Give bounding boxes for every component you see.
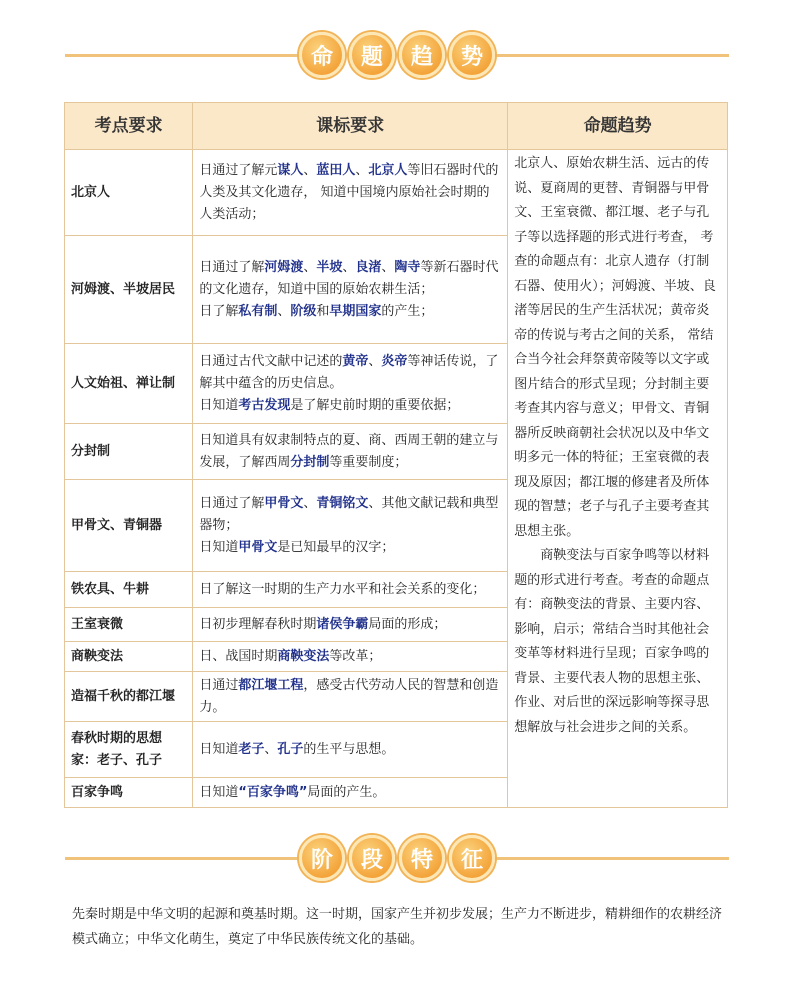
requirement-text: 、 [264, 741, 278, 757]
banner-trend-char-0: 命 [299, 32, 345, 78]
exam-point-cell: 百家争鸣 [65, 778, 193, 808]
keyword-text: 蓝田人 [316, 162, 356, 178]
trend-paragraph: 北京人、原始农耕生活、远古的传说、夏商周的更替、青铜器与甲骨文、王室衰微、都江堰、老子与孔子等以选择题的形式进行考查， 考查的命题点有：北京人遗存（打制石器、使用火）；河姆渡、半坡、良渚等居民的生产生活状况；黄帝炎帝的传说与考古之间的关系， 常结合当今社会拜祭黄帝陵等以文字或图片结合的形式呈现；分封制主要考查其内容与意义；甲骨文、青铜器所反映商朝社会状况以及中华文明多元一体的特征；王室衰微的表现及原因；都江堰的修建者及所体现的智慧；老子与孔子主要考查其思想主张。 [514, 156, 716, 539]
banner-line-left [65, 857, 305, 860]
header-curriculum-requirements: 课标要求 [193, 103, 508, 150]
curriculum-requirement-cell [193, 642, 508, 672]
exam-point-cell: 分封制 [65, 424, 193, 480]
keyword-text: 河姆渡 [264, 259, 304, 275]
keyword-text: 良渚 [355, 259, 382, 275]
table-row [65, 150, 728, 236]
requirement-text: 日知道具有奴隶制特点的夏、商、西周王朝的建立与发展，了解西周 [199, 432, 499, 470]
keyword-text: 私有制 [238, 303, 278, 319]
keyword-text: 青铜铭文 [316, 495, 369, 511]
requirement-text: 日通过古代文献中记述的 [199, 353, 343, 369]
requirement-text: 、 [277, 303, 291, 319]
stage-summary-text: 先秦时期是中华文明的起源和奠基时期。这一时期，国家产生并初步发展；生产力不断进步，精耕细作的农耕经济模式确立；中华文化萌生，奠定了中华民族传统文化的基础。 [72, 907, 723, 947]
curriculum-requirement-cell [193, 722, 508, 778]
keyword-text: 诸侯争霸 [316, 616, 369, 632]
exam-point-cell: 春秋时期的思想家：老子、孔子 [65, 722, 193, 778]
banner-line-right [489, 54, 729, 57]
keyword-text: 都江堰工程 [238, 677, 304, 693]
requirement-text: 局面的产生。 [307, 784, 386, 800]
curriculum-requirement-cell [193, 778, 508, 808]
banner-line-right [489, 857, 729, 860]
requirement-text: 是了解史前时期的重要依据； [290, 397, 460, 413]
keyword-text: 炎帝 [381, 353, 408, 369]
requirement-text: 等旧石器时代的人类及其文化遗存， 知道中国境内原始社会时期的人类活动； [199, 162, 499, 222]
requirement-text: 等新石器时代的文化遗存，知道中国的原始农耕生活； [199, 259, 499, 297]
requirement-text: 的产生； [381, 303, 434, 319]
curriculum-requirement-cell [193, 344, 508, 424]
requirement-text: 、 [381, 259, 395, 275]
section-banner-trend [0, 25, 794, 85]
requirement-text: 等改革； [329, 648, 382, 664]
requirement-text: 日知道 [199, 539, 239, 555]
requirement-text: 日初步理解春秋时期 [199, 616, 317, 632]
keyword-text: 北京人 [368, 162, 408, 178]
exam-point-cell: 王室衰微 [65, 608, 193, 642]
requirement-text: 、 [303, 259, 317, 275]
keyword-text: “百家争鸣” [238, 784, 308, 800]
requirement-text: 日通过了解 [199, 259, 265, 275]
requirement-text: 、 [303, 495, 317, 511]
curriculum-requirement-cell [193, 150, 508, 236]
requirement-text: 局面的形成； [368, 616, 447, 632]
requirement-text: 日知道 [199, 397, 239, 413]
keyword-text: 甲骨文 [264, 495, 304, 511]
curriculum-requirement-cell [193, 608, 508, 642]
keyword-text: 分封制 [290, 454, 330, 470]
banner-trend-char-2: 趋 [399, 32, 445, 78]
curriculum-requirement-cell [193, 424, 508, 480]
curriculum-requirement-cell [193, 236, 508, 344]
requirement-text: 和 [316, 303, 330, 319]
requirement-text: 日通过 [199, 677, 239, 693]
banner-features-char-2: 特 [399, 835, 445, 881]
keyword-text: 甲骨文 [238, 539, 278, 555]
requirement-text: 日通过了解 [199, 495, 265, 511]
banner-line-left [65, 54, 305, 57]
banner-trend-char-3: 势 [449, 32, 495, 78]
requirement-text: 等神话传说，了解其中蕴含的历史信息。 [199, 353, 499, 391]
requirement-text: 日通过了解元 [199, 162, 278, 178]
exam-trend-cell [508, 150, 728, 808]
requirement-text: 日了解这一时期的生产力水平和社会关系的变化； [199, 581, 486, 597]
exam-point-cell: 人文始祖、禅让制 [65, 344, 193, 424]
requirement-text: 日了解 [199, 303, 239, 319]
exam-point-cell: 造福千秋的都江堰 [65, 672, 193, 722]
header-exam-points: 考点要求 [65, 103, 193, 150]
requirement-text: 日、战国时期 [199, 648, 278, 664]
exam-requirements-table [64, 102, 728, 808]
keyword-text: 考古发现 [238, 397, 291, 413]
banner-features-char-0: 阶 [299, 835, 345, 881]
requirement-text: 、其他文献记载和典型器物； [199, 495, 499, 533]
banner-trend-char-1: 题 [349, 32, 395, 78]
keyword-text: 谋人 [277, 162, 304, 178]
exam-point-cell: 甲骨文、青铜器 [65, 480, 193, 572]
requirement-text: 等重要制度； [329, 454, 408, 470]
trend-paragraph: 商鞅变法与百家争鸣等以材料题的形式进行考查。考查的命题点有：商鞅变法的背景、主要内容、影响，启示；常结合当时其他社会变革等材料进行呈现；百家争鸣的背景、主要代表人物的思想主张、作业、对后世的深远影响等探寻思想解放与社会进步之间的关系。 [514, 548, 710, 735]
requirement-text: 的生平与思想。 [303, 741, 395, 757]
keyword-text: 阶级 [290, 303, 317, 319]
requirement-text: 、 [342, 259, 356, 275]
curriculum-requirement-cell [193, 672, 508, 722]
keyword-text: 商鞅变法 [277, 648, 330, 664]
keyword-text: 早期国家 [329, 303, 382, 319]
banner-features-char-1: 段 [349, 835, 395, 881]
exam-point-cell: 河姆渡、半坡居民 [65, 236, 193, 344]
requirement-text: 是已知最早的汉字； [277, 539, 395, 555]
requirement-text: 日知道 [199, 784, 239, 800]
banner-features-char-3: 征 [449, 835, 495, 881]
requirement-text: 日知道 [199, 741, 239, 757]
keyword-text: 老子 [238, 741, 265, 757]
requirement-text: ，感受古代劳动人民的智慧和创造力。 [199, 677, 499, 715]
requirement-text: 、 [355, 162, 369, 178]
curriculum-requirement-cell [193, 480, 508, 572]
section-banner-features [0, 828, 794, 888]
exam-point-cell: 铁农具、牛耕 [65, 572, 193, 608]
exam-point-cell: 商鞅变法 [65, 642, 193, 672]
header-exam-trend: 命题趋势 [508, 103, 728, 150]
exam-point-cell: 北京人 [65, 150, 193, 236]
curriculum-requirement-cell [193, 572, 508, 608]
keyword-text: 黄帝 [342, 353, 369, 369]
keyword-text: 孔子 [277, 741, 304, 757]
keyword-text: 陶寺 [394, 259, 421, 275]
keyword-text: 半坡 [316, 259, 343, 275]
requirement-text: 、 [368, 353, 382, 369]
requirement-text: 、 [303, 162, 317, 178]
